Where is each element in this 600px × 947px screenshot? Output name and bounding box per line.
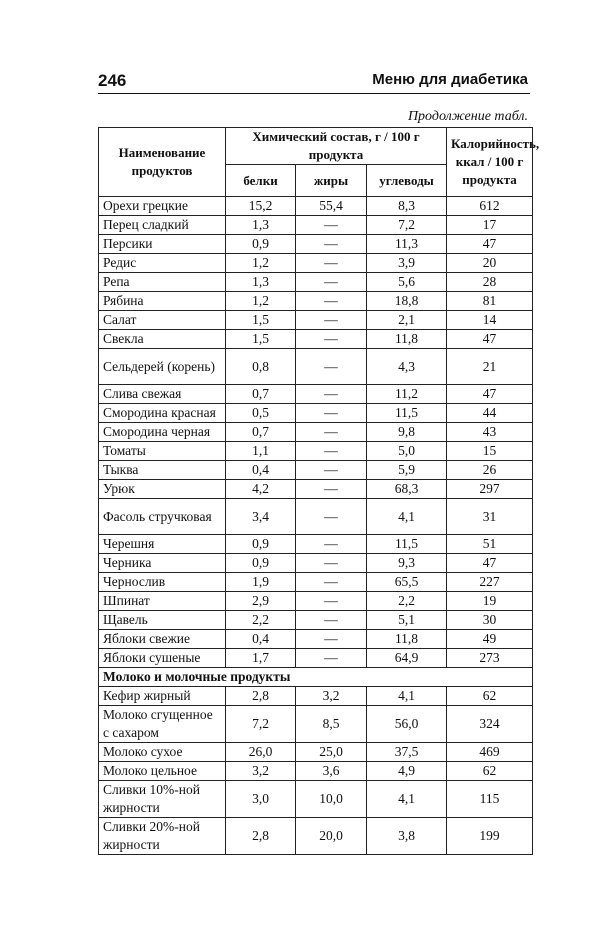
header-protein: белки: [226, 165, 296, 197]
carbs-cell: 3,9: [367, 254, 447, 273]
calories-cell: 47: [447, 235, 533, 254]
carbs-cell: 11,3: [367, 235, 447, 254]
calories-cell: 47: [447, 554, 533, 573]
fat-cell: —: [296, 292, 367, 311]
table-row: [99, 554, 533, 573]
product-name-cell: Шпинат: [99, 592, 226, 611]
section-row: [99, 668, 533, 687]
calories-cell: 31: [447, 499, 533, 535]
calories-cell: 115: [447, 781, 533, 818]
table-row: [99, 311, 533, 330]
protein-cell: 0,7: [226, 385, 296, 404]
table-row: [99, 573, 533, 592]
product-name-cell: Салат: [99, 311, 226, 330]
calories-cell: 21: [447, 349, 533, 385]
table-row: [99, 216, 533, 235]
table-row: [99, 442, 533, 461]
protein-cell: 0,4: [226, 461, 296, 480]
product-name-cell: Орехи грецкие: [99, 197, 226, 216]
table-row: [99, 292, 533, 311]
table-row: [99, 404, 533, 423]
fat-cell: 25,0: [296, 743, 367, 762]
carbs-cell: 5,1: [367, 611, 447, 630]
product-name-cell: Редис: [99, 254, 226, 273]
carbs-cell: 4,9: [367, 762, 447, 781]
carbs-cell: 11,8: [367, 330, 447, 349]
calories-cell: 227: [447, 573, 533, 592]
header-calories: Калорийность, ккал / 100 г продукта: [447, 128, 533, 197]
protein-cell: 0,4: [226, 630, 296, 649]
nutrition-table: [98, 127, 540, 855]
product-name-cell: Репа: [99, 273, 226, 292]
product-name-cell: Свекла: [99, 330, 226, 349]
product-name-cell: Смородина красная: [99, 404, 226, 423]
protein-cell: 2,8: [226, 818, 296, 855]
product-name-cell: Слива свежая: [99, 385, 226, 404]
table-row: [99, 349, 533, 385]
product-name-cell: Сельдерей (корень): [99, 349, 226, 385]
header-chemical-composition: Химический состав, г / 100 г продукта: [226, 128, 447, 165]
section-heading-dairy: Молоко и молочные продукты: [99, 668, 533, 687]
fat-cell: 3,2: [296, 687, 367, 706]
fat-cell: —: [296, 611, 367, 630]
carbs-cell: 11,5: [367, 404, 447, 423]
protein-cell: 7,2: [226, 706, 296, 743]
carbs-cell: 5,9: [367, 461, 447, 480]
table-row: [99, 649, 533, 668]
table-row: [99, 592, 533, 611]
fat-cell: —: [296, 535, 367, 554]
calories-cell: 199: [447, 818, 533, 855]
fat-cell: 10,0: [296, 781, 367, 818]
calories-cell: 44: [447, 404, 533, 423]
product-name-cell: Кефир жирный: [99, 687, 226, 706]
calories-cell: 14: [447, 311, 533, 330]
product-name-cell: Фасоль стручковая: [99, 499, 226, 535]
fat-cell: —: [296, 404, 367, 423]
carbs-cell: 37,5: [367, 743, 447, 762]
table-row: [99, 330, 533, 349]
protein-cell: 1,9: [226, 573, 296, 592]
fat-cell: —: [296, 573, 367, 592]
table-row: [99, 254, 533, 273]
running-header: Меню для диабетика: [372, 71, 528, 88]
calories-cell: 17: [447, 216, 533, 235]
protein-cell: 0,9: [226, 535, 296, 554]
protein-cell: 3,2: [226, 762, 296, 781]
fat-cell: —: [296, 349, 367, 385]
carbs-cell: 11,2: [367, 385, 447, 404]
header-carbs: углеводы: [367, 165, 447, 197]
fat-cell: —: [296, 423, 367, 442]
protein-cell: 1,3: [226, 216, 296, 235]
carbs-cell: 2,2: [367, 592, 447, 611]
header-fat: жиры: [296, 165, 367, 197]
protein-cell: 0,9: [226, 235, 296, 254]
carbs-cell: 11,5: [367, 535, 447, 554]
protein-cell: 2,8: [226, 687, 296, 706]
carbs-cell: 3,8: [367, 818, 447, 855]
fat-cell: —: [296, 254, 367, 273]
fat-cell: —: [296, 273, 367, 292]
carbs-cell: 4,1: [367, 781, 447, 818]
table-row: [99, 762, 533, 781]
protein-cell: 1,7: [226, 649, 296, 668]
table-row: [99, 235, 533, 254]
carbs-cell: 2,1: [367, 311, 447, 330]
table-row: [99, 781, 533, 818]
fat-cell: 8,5: [296, 706, 367, 743]
protein-cell: 0,8: [226, 349, 296, 385]
product-name-cell: Тыква: [99, 461, 226, 480]
protein-cell: 0,5: [226, 404, 296, 423]
table-row: [99, 461, 533, 480]
calories-cell: 20: [447, 254, 533, 273]
product-name-cell: Сливки 20%-ной жирности: [99, 818, 226, 855]
calories-cell: 49: [447, 630, 533, 649]
fat-cell: 20,0: [296, 818, 367, 855]
carbs-cell: 11,8: [367, 630, 447, 649]
fat-cell: —: [296, 442, 367, 461]
table-row: [99, 273, 533, 292]
calories-cell: 43: [447, 423, 533, 442]
carbs-cell: 8,3: [367, 197, 447, 216]
protein-cell: 26,0: [226, 743, 296, 762]
carbs-cell: 4,1: [367, 499, 447, 535]
table-row: [99, 743, 533, 762]
product-name-cell: Яблоки свежие: [99, 630, 226, 649]
calories-cell: 62: [447, 687, 533, 706]
protein-cell: 1,3: [226, 273, 296, 292]
product-name-cell: Чернослив: [99, 573, 226, 592]
product-name-cell: Черешня: [99, 535, 226, 554]
fat-cell: —: [296, 330, 367, 349]
product-name-cell: Рябина: [99, 292, 226, 311]
header-rule: [98, 93, 530, 94]
calories-cell: 273: [447, 649, 533, 668]
table-row: [99, 423, 533, 442]
protein-cell: 1,1: [226, 442, 296, 461]
carbs-cell: 5,0: [367, 442, 447, 461]
fat-cell: —: [296, 461, 367, 480]
calories-cell: 62: [447, 762, 533, 781]
carbs-cell: 4,1: [367, 687, 447, 706]
table-row: [99, 687, 533, 706]
table-continuation-note: Продолжение табл.: [407, 109, 528, 124]
fat-cell: —: [296, 235, 367, 254]
header-product-name: Наименование продуктов: [99, 128, 226, 197]
protein-cell: 1,2: [226, 292, 296, 311]
calories-cell: 469: [447, 743, 533, 762]
calories-cell: 324: [447, 706, 533, 743]
page-number: 246: [98, 71, 127, 90]
protein-cell: 2,9: [226, 592, 296, 611]
protein-cell: 1,5: [226, 330, 296, 349]
product-name-cell: Яблоки сушеные: [99, 649, 226, 668]
protein-cell: 2,2: [226, 611, 296, 630]
protein-cell: 4,2: [226, 480, 296, 499]
protein-cell: 1,2: [226, 254, 296, 273]
calories-cell: 612: [447, 197, 533, 216]
table-row: [99, 385, 533, 404]
table-row: [99, 480, 533, 499]
protein-cell: 15,2: [226, 197, 296, 216]
table-row: [99, 706, 533, 743]
fat-cell: —: [296, 499, 367, 535]
carbs-cell: 9,3: [367, 554, 447, 573]
protein-cell: 1,5: [226, 311, 296, 330]
product-name-cell: Томаты: [99, 442, 226, 461]
protein-cell: 3,0: [226, 781, 296, 818]
fat-cell: —: [296, 592, 367, 611]
carbs-cell: 64,9: [367, 649, 447, 668]
product-name-cell: Молоко цельное: [99, 762, 226, 781]
protein-cell: 0,9: [226, 554, 296, 573]
product-name-cell: Молоко сгущенное с сахаром: [99, 706, 226, 743]
fat-cell: 3,6: [296, 762, 367, 781]
product-name-cell: Молоко сухое: [99, 743, 226, 762]
calories-cell: 19: [447, 592, 533, 611]
table-row: [99, 197, 533, 216]
protein-cell: 0,7: [226, 423, 296, 442]
product-name-cell: Персики: [99, 235, 226, 254]
fat-cell: 55,4: [296, 197, 367, 216]
fat-cell: —: [296, 311, 367, 330]
calories-cell: 47: [447, 330, 533, 349]
calories-cell: 47: [447, 385, 533, 404]
carbs-cell: 7,2: [367, 216, 447, 235]
table-row: [99, 535, 533, 554]
carbs-cell: 68,3: [367, 480, 447, 499]
table-row: [99, 611, 533, 630]
fat-cell: —: [296, 385, 367, 404]
calories-cell: 81: [447, 292, 533, 311]
carbs-cell: 4,3: [367, 349, 447, 385]
calories-cell: 297: [447, 480, 533, 499]
carbs-cell: 18,8: [367, 292, 447, 311]
product-name-cell: Смородина черная: [99, 423, 226, 442]
calories-cell: 26: [447, 461, 533, 480]
product-name-cell: Урюк: [99, 480, 226, 499]
carbs-cell: 5,6: [367, 273, 447, 292]
fat-cell: —: [296, 480, 367, 499]
carbs-cell: 56,0: [367, 706, 447, 743]
carbs-cell: 9,8: [367, 423, 447, 442]
product-name-cell: Сливки 10%-ной жирности: [99, 781, 226, 818]
product-name-cell: Перец сладкий: [99, 216, 226, 235]
product-name-cell: Щавель: [99, 611, 226, 630]
fat-cell: —: [296, 216, 367, 235]
product-name-cell: Черника: [99, 554, 226, 573]
carbs-cell: 65,5: [367, 573, 447, 592]
table-row: [99, 499, 533, 535]
calories-cell: 28: [447, 273, 533, 292]
fat-cell: —: [296, 630, 367, 649]
protein-cell: 3,4: [226, 499, 296, 535]
table-row: [99, 818, 533, 855]
calories-cell: 51: [447, 535, 533, 554]
fat-cell: —: [296, 554, 367, 573]
calories-cell: 30: [447, 611, 533, 630]
calories-cell: 15: [447, 442, 533, 461]
table-row: [99, 630, 533, 649]
fat-cell: —: [296, 649, 367, 668]
